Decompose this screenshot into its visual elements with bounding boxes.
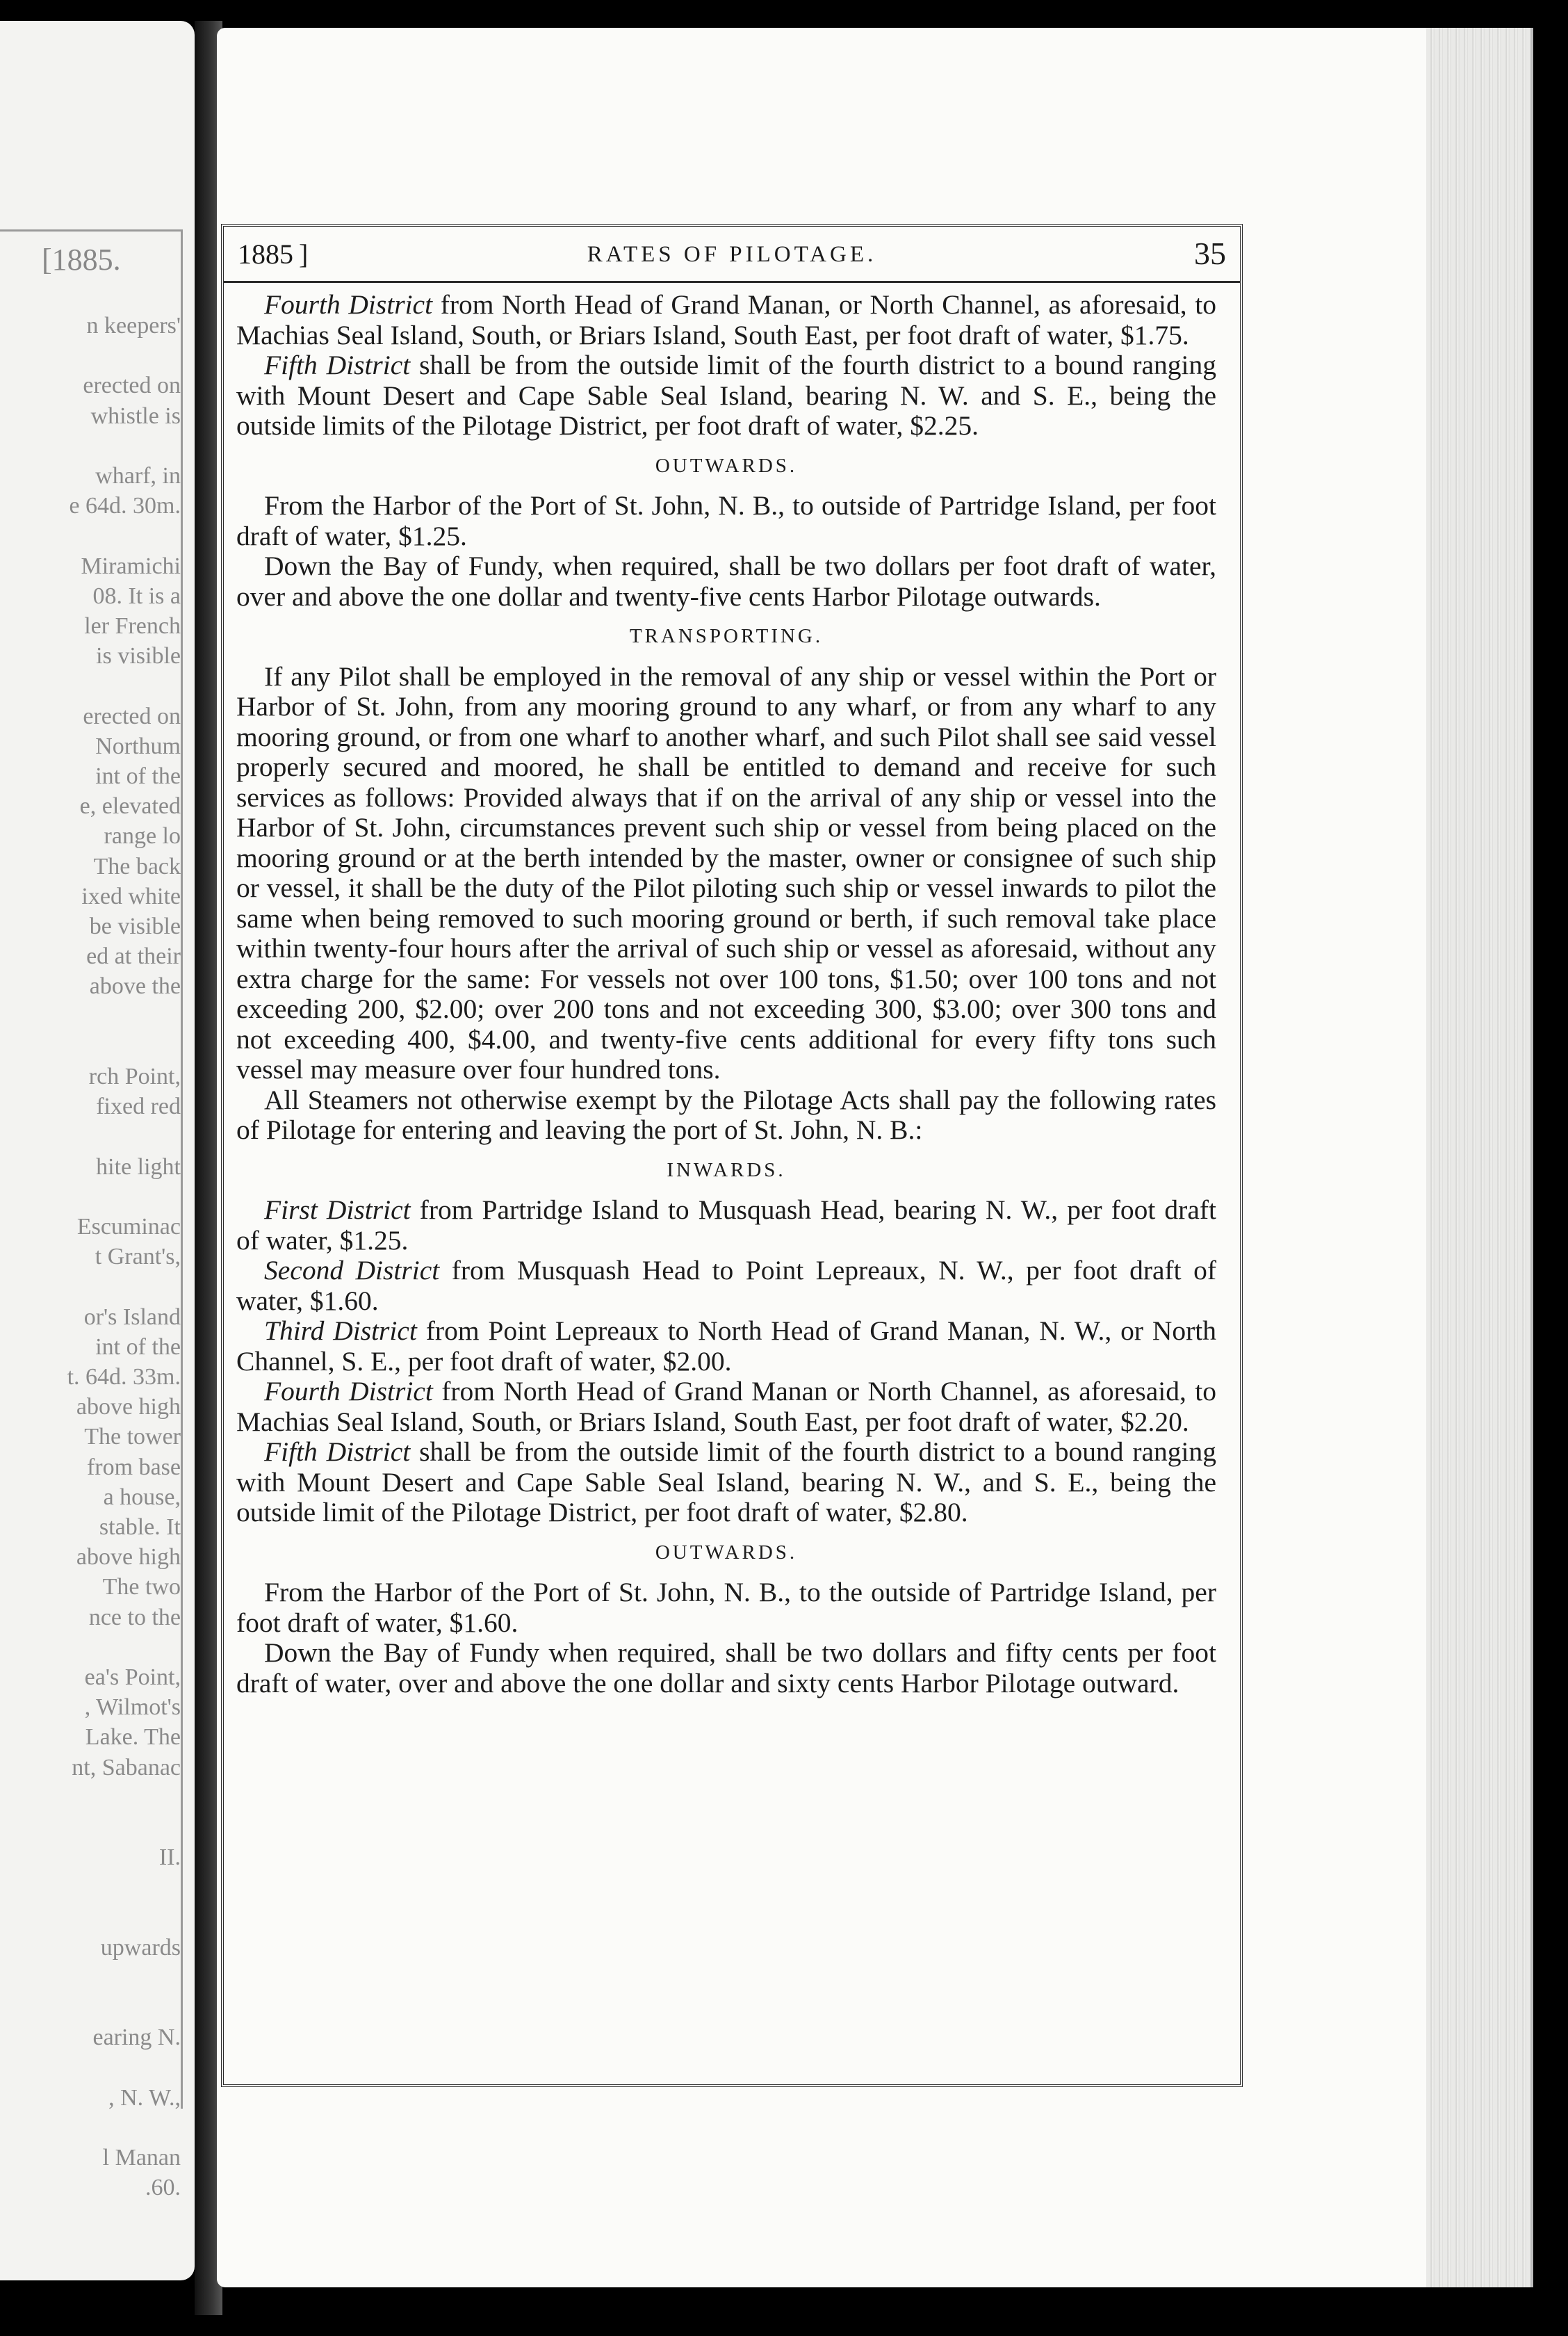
paragraph <box>236 1437 1216 1528</box>
district-name: Fifth District <box>264 1436 411 1467</box>
left-page-line: nce to the <box>88 1604 181 1630</box>
paragraph <box>236 662 1216 1085</box>
left-page-line: a house, <box>103 1484 181 1510</box>
left-page-line: t. 64d. 33m. <box>67 1364 181 1390</box>
left-page-line: rch Point, <box>88 1064 181 1089</box>
left-page-line: II. <box>158 1844 181 1871</box>
left-page-line: int of the <box>95 1333 181 1360</box>
left-page-line: hite light <box>96 1153 181 1180</box>
left-page-line: fixed red <box>96 1094 181 1120</box>
left-page-line: range lo <box>104 823 181 850</box>
paragraph-text: Down the Bay of Fundy when required, shall be two dollars and fifty cents per foot draft of water, over and above the one dollar and sixty cents Harbor Pilotage outward. <box>236 1637 1216 1698</box>
page-edges <box>1426 28 1533 2287</box>
paragraph-text: All Steamers not otherwise exempt by the Pilotage Acts shall pay the following rates of Pilotage for entering and leaving the port of St. John, N. B.: <box>236 1084 1216 1145</box>
left-facing-page <box>0 21 195 2280</box>
left-page-line: e 64d. 30m. <box>69 493 181 519</box>
left-page-line: l Manan <box>102 2145 181 2171</box>
year-text: 1885 <box>238 238 293 270</box>
text-frame <box>221 224 1243 2087</box>
left-page-line: is visible <box>96 643 181 670</box>
left-page-line: The back <box>93 853 181 879</box>
left-page-line: int of the <box>95 763 181 789</box>
left-page-line: above the <box>89 973 181 1000</box>
paragraph <box>236 1577 1216 1638</box>
paragraph-text: Down the Bay of Fundy, when required, shall be two dollars per foot draft of water, over and above the one dollar and twenty-five cents Harbor Pilotage outwards. <box>236 551 1216 612</box>
year-bracket: ] <box>299 238 309 270</box>
paragraph-text: If any Pilot shall be employed in the removal of any ship or vessel within the Port or Harbor of St. John, from any mooring ground to any wharf, or from any wharf to any mooring ground, or from one wharf to another wharf, and such Pilot shall see said vessel properly secured and moored, he shall be entitled to demand and receive for such services as follows: Provided always that if on the arrival of any ship or vessel into the Harbor of St. John, circumstances prevent such ship or vessel from being placed on the mooring ground or at the berth intended by the master, owner or consignee of such ship or vessel, it shall be the duty of the Pilot piloting such ship or vessel inwards to pilot the same when being removed to such mooring ground or berth, if such removal take place within twenty-four hours after the arrival of such ship or vessel as aforesaid, without any extra charge for the same: For vessels not over 100 tons, $1.50; over 100 tons and not exceeding 200, $2.00; over 200 tons and not exceeding 300, $3.00; over 300 tons and not exceeding 400, $4.00, and twenty-five cents additional for every fifty tons such vessel may measure over four hundred tons. <box>236 660 1216 1085</box>
paragraph <box>236 551 1216 612</box>
section-heading: OUTWARDS. <box>655 454 798 477</box>
left-page-line: n keepers' <box>86 313 181 339</box>
section-heading: OUTWARDS. <box>655 1541 798 1564</box>
district-name: Second District <box>264 1255 440 1285</box>
left-page-line: ixed white <box>81 883 181 909</box>
left-page-line: above high <box>76 1544 181 1571</box>
left-page-line: t Grant's, <box>95 1244 181 1270</box>
left-page-line: ler French <box>84 613 181 639</box>
left-page-line: nt, Sabanac <box>72 1754 181 1781</box>
left-page-line: 08. It is a <box>92 583 181 609</box>
left-page-header: [1885. <box>42 243 121 277</box>
running-head-title: RATES OF PILOTAGE. <box>587 242 877 267</box>
left-page-line: , N. W., <box>108 2084 181 2111</box>
left-page-line: e, elevated <box>79 793 181 820</box>
paragraph <box>236 1316 1216 1377</box>
district-name: Fourth District <box>264 289 433 320</box>
left-page-line: ed at their <box>86 943 181 970</box>
left-page-line: or's Island <box>83 1304 181 1330</box>
left-page-line: The two <box>102 1574 181 1600</box>
paragraph-text: from North Head of Grand Manan or North Channel, as aforesaid, to Machias Seal Island, South, or Briars Island, South East, per foot draft of water, $2.20. <box>236 1376 1216 1437</box>
left-page-line: The tower <box>84 1424 181 1450</box>
left-page-line: whistle is <box>90 403 181 429</box>
paragraph <box>236 290 1216 350</box>
left-page-line: earing N. <box>92 2025 181 2051</box>
paragraph <box>236 1377 1216 1437</box>
left-page-line: Lake. The <box>85 1724 181 1751</box>
paragraph <box>236 1638 1216 1698</box>
left-page-line: Northum <box>95 733 181 759</box>
paragraph-text: From the Harbor of the Port of St. John, N. B., to the outside of Partridge Island, per foot draft of water, $1.60. <box>236 1577 1216 1638</box>
district-name: First District <box>264 1194 411 1225</box>
left-page-line: from base <box>86 1454 181 1480</box>
left-page-line: stable. It <box>99 1514 181 1540</box>
left-page-line: , Wilmot's <box>84 1694 181 1721</box>
paragraph-text: from Partridge Island to Musquash Head, bearing N. W., per foot draft of water, $1.25. <box>236 1194 1216 1256</box>
paragraph-text: shall be from the outside limit of the fourth district to a bound ranging with Mount Desert and Cape Sable Seal Island, bearing N. W. and S. E., being the outside limits of the Pilotage District, per foot draft of water, $2.25. <box>236 350 1217 441</box>
left-page-line: ea's Point, <box>84 1664 181 1690</box>
page-number: 35 <box>1194 236 1226 271</box>
section-heading: INWARDS. <box>667 1158 786 1181</box>
paragraph <box>236 491 1216 551</box>
page-body <box>236 283 1216 1698</box>
district-name: Fourth District <box>264 1376 433 1406</box>
paragraph <box>236 1256 1216 1316</box>
paragraph-text: from North Head of Grand Manan, or North Channel, as aforesaid, to Machias Seal Island, South, or Briars Island, South East, per foot draft of water, $1.75. <box>236 289 1216 350</box>
left-page-line: Escuminac <box>76 1214 181 1240</box>
paragraph-text: From the Harbor of the Port of St. John, N. B., to outside of Partridge Island, per foot draft of water, $1.25. <box>236 490 1216 551</box>
paragraph-text: from Musquash Head to Point Lepreaux, N. W., per foot draft of water, $1.60. <box>236 1255 1217 1316</box>
district-name: Fifth District <box>264 350 411 380</box>
paragraph-text: from Point Lepreaux to North Head of Grand Manan, N. W., or North Channel, S. E., per foot draft of water, $2.00. <box>236 1315 1216 1377</box>
left-page-line: Miramichi <box>81 553 181 579</box>
paragraph-text: shall be from the outside limit of the fourth district to a bound ranging with Mount Desert and Cape Sable Seal Island, bearing N. W., and S. E., being the outside limit of the Pilotage District, per foot draft of water, $2.80. <box>236 1436 1217 1527</box>
paragraph <box>236 1195 1216 1256</box>
left-page-line: wharf, in <box>95 463 181 489</box>
left-page-line: erected on <box>83 373 181 399</box>
section-heading: TRANSPORTING. <box>629 625 824 647</box>
paragraph <box>236 350 1216 441</box>
left-page-line: above high <box>76 1394 181 1420</box>
paragraph <box>236 1085 1216 1146</box>
left-page-line: upwards <box>100 1934 181 1961</box>
left-page-line: be visible <box>89 914 181 939</box>
running-head <box>224 227 1240 283</box>
left-page-line: erected on <box>83 703 181 729</box>
district-name: Third District <box>264 1315 417 1346</box>
left-page-line: .60. <box>145 2175 181 2201</box>
